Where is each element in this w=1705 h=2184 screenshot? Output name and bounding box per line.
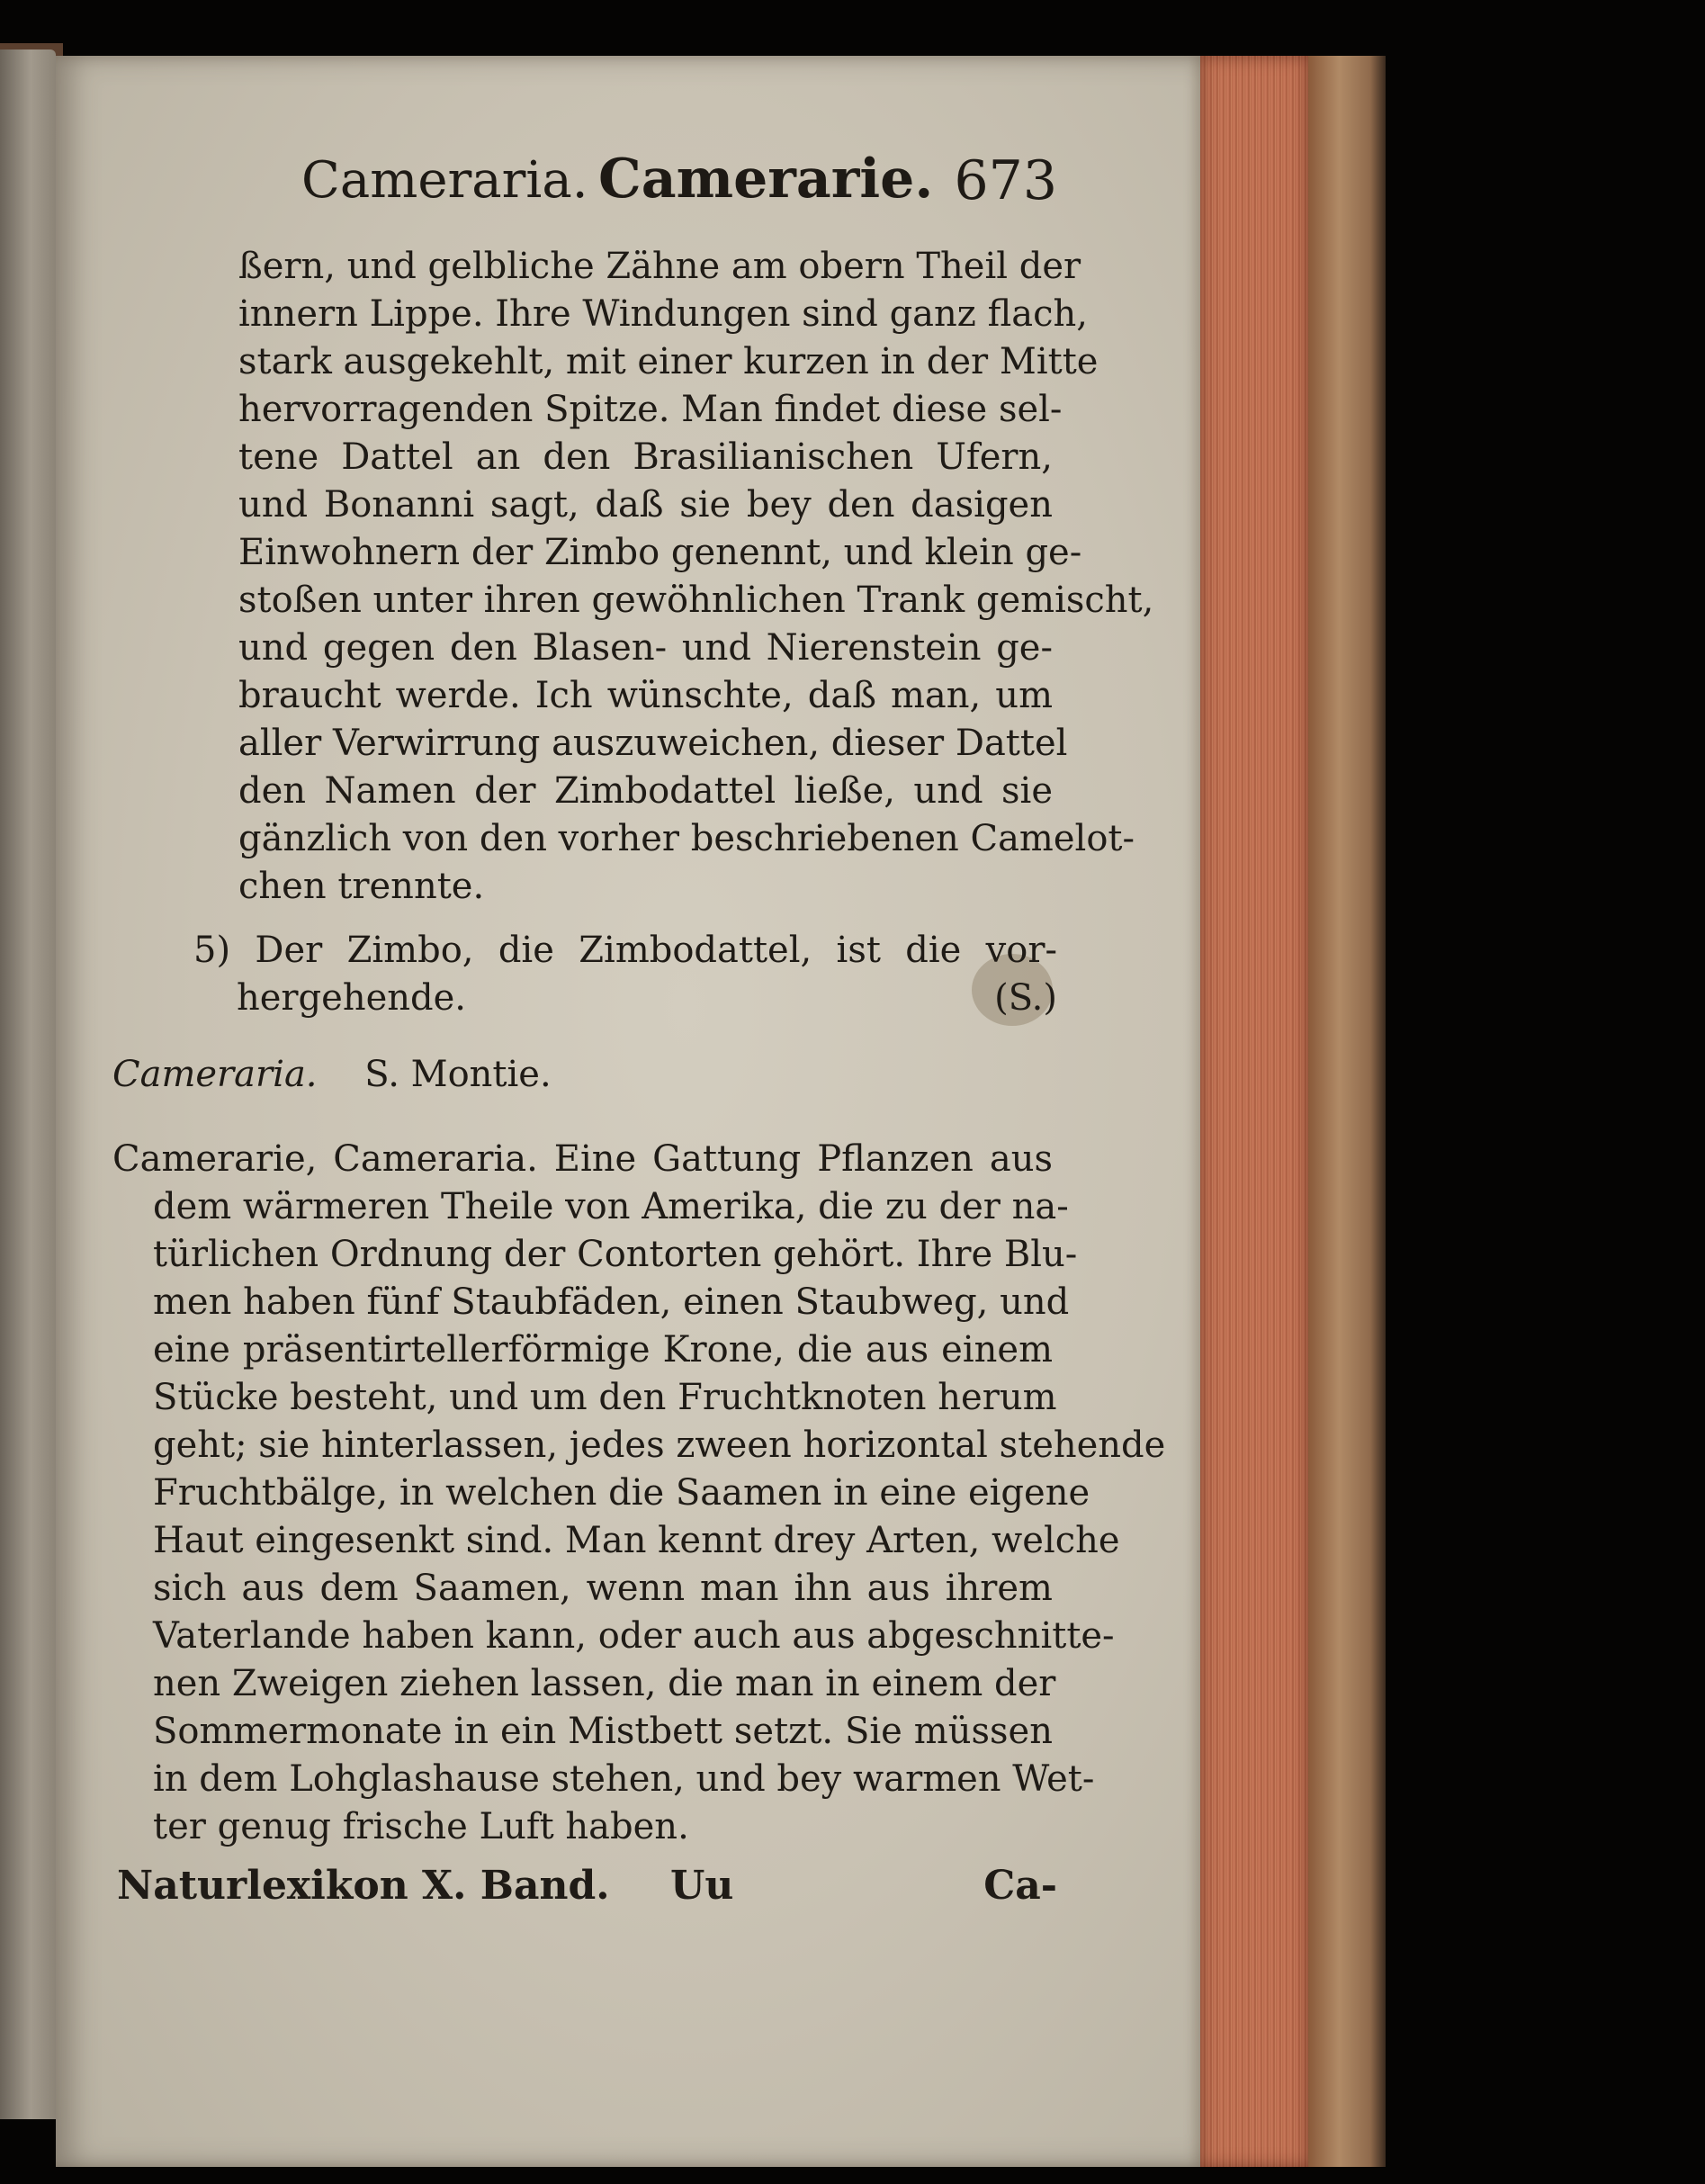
text-line: aller Verwirrung auszuweichen, dieser Dattel bbox=[238, 723, 1068, 764]
catchword: Ca- bbox=[983, 1863, 1057, 1909]
page-number: 673 bbox=[954, 149, 1057, 212]
subentry-line bbox=[193, 975, 1057, 1022]
paragraph-continuation bbox=[238, 243, 1154, 911]
text-line: den Namen der Zimbodattel ließe, und sie bbox=[238, 770, 1053, 812]
text-line: Einwohnern der Zimbo genennt, und klein ge- bbox=[238, 532, 1082, 573]
text-line: gänzlich von den vorher beschriebenen Camelot- bbox=[238, 818, 1135, 859]
numbered-subentry bbox=[193, 927, 1057, 1022]
entry-line bbox=[112, 1051, 1053, 1099]
cross-reference: S. Montie. bbox=[364, 1054, 552, 1095]
text-line: stoßen unter ihren gewöhnlichen Trank gemischt, bbox=[238, 580, 1154, 621]
text-line: ßern, und gelbliche Zähne am obern Theil der bbox=[238, 246, 1081, 287]
text-line: hervorragenden Spitze. Man findet diese sel- bbox=[238, 389, 1063, 430]
header-latin-title: Cameraria. bbox=[301, 151, 588, 210]
text-line: braucht werde. Ich wünschte, daß man, um bbox=[238, 675, 1053, 716]
text-line: und gegen den Blasen- und Nierenstein ge- bbox=[238, 627, 1053, 669]
text-line: chen trennte. bbox=[238, 866, 485, 907]
entry-line: nen Zweigen ziehen lassen, die man in einem der bbox=[153, 1663, 1056, 1704]
page-footer bbox=[117, 1863, 1057, 1917]
volume-signature: Naturlexikon X. Band. bbox=[117, 1863, 610, 1909]
subentry-text: hergehende. bbox=[237, 977, 467, 1019]
sheet-mark: Uu bbox=[670, 1863, 734, 1909]
entry-line: eine präsentirtellerförmige Krone, die aus einem bbox=[153, 1329, 1053, 1371]
entry-camerarie bbox=[112, 1136, 1166, 1851]
entry-line: türlichen Ordnung der Contorten gehört. Ihre Blu- bbox=[153, 1234, 1078, 1275]
facing-page-edge bbox=[0, 49, 56, 2119]
entry-line: Stücke besteht, und um den Fruchtknoten herum bbox=[153, 1377, 1057, 1418]
entry-line: Camerarie, Cameraria. Eine Gattung Pflanzen aus bbox=[112, 1138, 1053, 1180]
entry-line: geht; sie hinterlassen, jedes zween horizontal stehende bbox=[153, 1425, 1166, 1466]
entry-line: Vaterlande haben kann, oder auch aus abgeschnitte- bbox=[153, 1615, 1115, 1657]
author-sign: (S.) bbox=[994, 977, 1057, 1019]
entry-line: men haben fünf Staubfäden, einen Staubweg, und bbox=[153, 1281, 1070, 1323]
running-header bbox=[301, 144, 1057, 216]
text-line: und Bonanni sagt, daß sie bey den dasigen bbox=[238, 484, 1053, 526]
subentry-line: 5) Der Zimbo, die Zimbodattel, ist die vor- bbox=[193, 930, 1057, 971]
text-line: innern Lippe. Ihre Windungen sind ganz flach, bbox=[238, 293, 1088, 335]
entry-cameraria bbox=[112, 1051, 1053, 1099]
entry-line: dem wärmeren Theile von Amerika, die zu der na- bbox=[153, 1186, 1069, 1227]
entry-line: Haut eingesenkt sind. Man kennt drey Arten, welche bbox=[153, 1520, 1120, 1561]
header-german-title: Camerarie. bbox=[598, 148, 934, 211]
text-line: stark ausgekehlt, mit einer kurzen in der Mitte bbox=[238, 341, 1099, 382]
entry-line: in dem Lohglashause stehen, und bey warmen Wet- bbox=[153, 1758, 1095, 1800]
entry-term: Cameraria. bbox=[112, 1054, 318, 1095]
entry-line: Fruchtbälge, in welchen die Saamen in eine eigene bbox=[153, 1472, 1090, 1514]
entry-line: sich aus dem Saamen, wenn man ihn aus ihrem bbox=[153, 1568, 1053, 1609]
entry-line: Sommermonate in ein Mistbett setzt. Sie müssen bbox=[153, 1711, 1053, 1752]
entry-line: ter genug frische Luft haben. bbox=[153, 1806, 689, 1847]
text-line: tene Dattel an den Brasilianischen Ufern, bbox=[238, 436, 1053, 478]
book-cover-right bbox=[1308, 56, 1386, 2167]
page-edges-red bbox=[1200, 56, 1308, 2167]
